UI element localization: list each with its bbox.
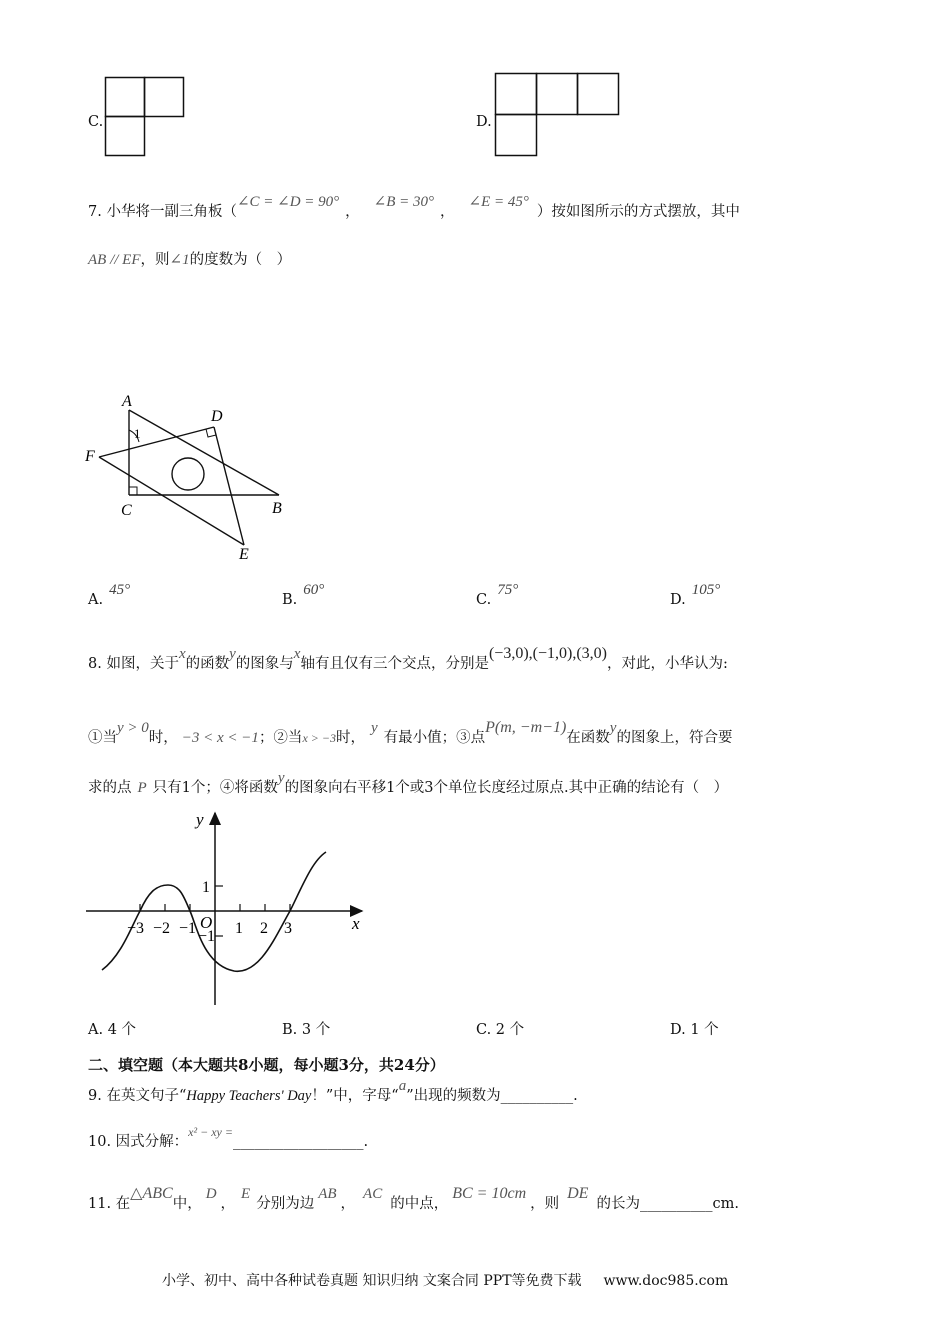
q7-label-c: C <box>121 502 132 519</box>
q11-text-f: 的长为 <box>596 1196 640 1212</box>
q10-expr: x² − xy = <box>188 1125 233 1139</box>
q7-option-a-value: 45° <box>109 582 131 598</box>
xtick-1: 1 <box>235 920 243 937</box>
graph-label-y: y <box>196 810 204 829</box>
graph-label-o: O <box>200 913 213 932</box>
q8-l2b: 时， <box>148 730 178 746</box>
q7-option-d-letter: D. <box>670 592 686 608</box>
q8-var-y: y <box>229 646 236 662</box>
q8-var-y-3: y <box>609 720 617 736</box>
q11-ab: AB <box>318 1186 337 1202</box>
option-d-label: D. <box>476 114 492 130</box>
q7-label-d: D <box>211 408 223 425</box>
q11-bc: BC = 10cm <box>452 1185 527 1202</box>
footer-text: 小学、初中、高中各种试卷真题 知识归纳 文案合同 PPT等免费下载 <box>162 1273 582 1289</box>
q8-l1d: 轴有且仅有三个交点，分别是 <box>300 656 489 672</box>
graph-label-neg1: −1 <box>198 928 216 945</box>
q11-text-b: 中， <box>172 1196 202 1212</box>
q11-text-d: 的中点， <box>390 1196 449 1212</box>
q7-sep1: ， <box>345 204 360 220</box>
q8-var-p: P <box>137 780 147 796</box>
graph-label-x: x <box>352 914 360 933</box>
q8-cond-y: y > 0 <box>117 720 149 736</box>
q7-label-b: B <box>272 500 282 517</box>
q7-option-b <box>282 582 325 609</box>
q8-option-b: B. 3 个 <box>282 1022 331 1038</box>
q7-option-b-letter: B. <box>282 592 298 608</box>
q8-l1a: 8. 如图，关于 <box>88 656 179 672</box>
option-d-net-figure <box>494 72 622 158</box>
q8-l3b: 只有1个；④将函数 <box>152 780 278 796</box>
q7-sep2: ， <box>440 204 455 220</box>
q7-option-c-letter: C. <box>476 592 492 608</box>
q7-intro: 7. 小华将一副三角板（ <box>88 204 237 220</box>
q8-var-y-4: y <box>277 770 285 786</box>
q9-text-b: ！”中，字母“ <box>311 1088 399 1104</box>
xtick-neg1: −1 <box>179 920 197 937</box>
q7-line2-a: ，则 <box>140 252 170 268</box>
q7-cond2: ∠B = 30° <box>373 194 435 210</box>
q10-end: . <box>363 1134 369 1150</box>
q8-l1b: 的函数 <box>185 656 230 672</box>
option-c-net-figure <box>104 76 186 158</box>
q9-sentence: Happy Teachers' Day <box>186 1088 312 1104</box>
q11-e: E <box>241 1186 251 1202</box>
q8-var-x: x <box>178 646 186 662</box>
footer-url[interactable]: www.doc985.com <box>603 1273 729 1289</box>
q8-l2f: 在函数 <box>566 730 610 746</box>
xtick-neg3: −3 <box>127 920 145 937</box>
q11-text-a: 11. 在 <box>88 1196 131 1212</box>
q7-triangle-figure <box>80 390 310 565</box>
q8-l2a: ①当 <box>88 730 117 746</box>
q7-option-c <box>476 582 519 609</box>
q8-option-c: C. 2 个 <box>476 1022 525 1038</box>
q8-line3 <box>88 770 729 797</box>
q11-text-c: 分别为边 <box>256 1196 315 1212</box>
q8-range1: −3 < x < −1 <box>181 730 259 746</box>
q8-option-d: D. 1 个 <box>670 1022 719 1038</box>
section2-heading: 二、填空题（本大题共8小题，每小题3分，共24分） <box>88 1056 445 1074</box>
q10-text-a: 10. 因式分解： <box>88 1134 189 1150</box>
q11-text-e: ，则 <box>530 1196 560 1212</box>
q8-line2 <box>88 719 733 747</box>
q11-line <box>88 1185 739 1213</box>
q7-option-b-value: 60° <box>303 582 325 598</box>
q7-option-a <box>88 582 131 609</box>
xtick-neg2: −2 <box>153 920 171 937</box>
q11-sep2: ， <box>340 1196 356 1212</box>
q8-line1 <box>88 645 728 673</box>
q8-var-x-2: x <box>293 646 301 662</box>
q7-line1 <box>88 194 740 221</box>
q8-l2d: 时， <box>335 730 365 746</box>
q7-cond1: ∠C = ∠D = 90° <box>236 194 340 210</box>
q8-l3c: 的图象向右平移1个或3个单位长度经过原点.其中正确的结论有（ ） <box>284 780 729 796</box>
q7-label-1: 1 <box>134 426 141 441</box>
q8-function-graph <box>84 805 374 1010</box>
q10-answer-blank[interactable]: __________________ <box>232 1134 364 1150</box>
q8-l2e: 有最小值；③点 <box>383 730 486 746</box>
q9-text-a: 9. 在英文句子“ <box>88 1088 187 1104</box>
q11-ac: AC <box>363 1186 383 1202</box>
option-c-label: C. <box>88 114 104 130</box>
q7-angle1: ∠1 <box>169 252 190 268</box>
q7-option-d <box>670 582 721 609</box>
q7-label-e: E <box>239 546 249 563</box>
q7-label-f: F <box>85 448 95 465</box>
q11-answer-blank[interactable]: __________ <box>639 1196 713 1212</box>
q11-sep: ， <box>220 1196 236 1212</box>
graph-label-1: 1 <box>202 879 210 896</box>
q9-letter: a <box>398 1078 407 1094</box>
q7-cond3: ∠E = 45° <box>468 194 529 210</box>
q9-end: . <box>573 1088 578 1104</box>
q11-triangle: △ABC <box>130 1185 173 1202</box>
q8-option-a: A. 4 个 <box>88 1022 137 1038</box>
q7-line2-b: 的度数为（ ） <box>189 252 292 268</box>
q11-unit: cm. <box>712 1196 739 1212</box>
q7-option-a-letter: A. <box>88 592 104 608</box>
q8-point-p: P(m, −m−1) <box>485 719 567 736</box>
q8-l1e: ，对此，小华认为: <box>606 656 728 672</box>
q8-cond-x: x > −3 <box>302 731 336 745</box>
q7-option-c-value: 75° <box>497 582 519 598</box>
q8-points: (−3,0),(−1,0),(3,0) <box>488 645 607 662</box>
q9-line <box>88 1078 578 1105</box>
q8-l3a: 求的点 <box>88 780 132 796</box>
q10-line <box>88 1125 369 1151</box>
q7-text-after: ）按如图所示的方式摆放，其中 <box>536 204 740 220</box>
xtick-2: 2 <box>260 920 268 937</box>
q11-de: DE <box>567 1185 589 1202</box>
q9-answer-blank[interactable]: __________ <box>500 1088 574 1104</box>
q11-d: D <box>205 1186 217 1202</box>
q8-l1c: 的图象与 <box>235 656 294 672</box>
q7-option-d-value: 105° <box>691 582 721 598</box>
q7-parallel: AB // EF <box>88 252 141 268</box>
q9-text-c: ”出现的频数为 <box>406 1088 501 1104</box>
q7-line2 <box>88 248 291 269</box>
footer <box>162 1270 728 1290</box>
xtick-3: 3 <box>284 920 292 937</box>
q7-label-a: A <box>122 393 132 410</box>
q8-l2g: 的图象上，符合要 <box>616 730 733 746</box>
q8-l2c: ；②当 <box>258 730 303 746</box>
q8-var-y-2: y <box>370 720 378 736</box>
